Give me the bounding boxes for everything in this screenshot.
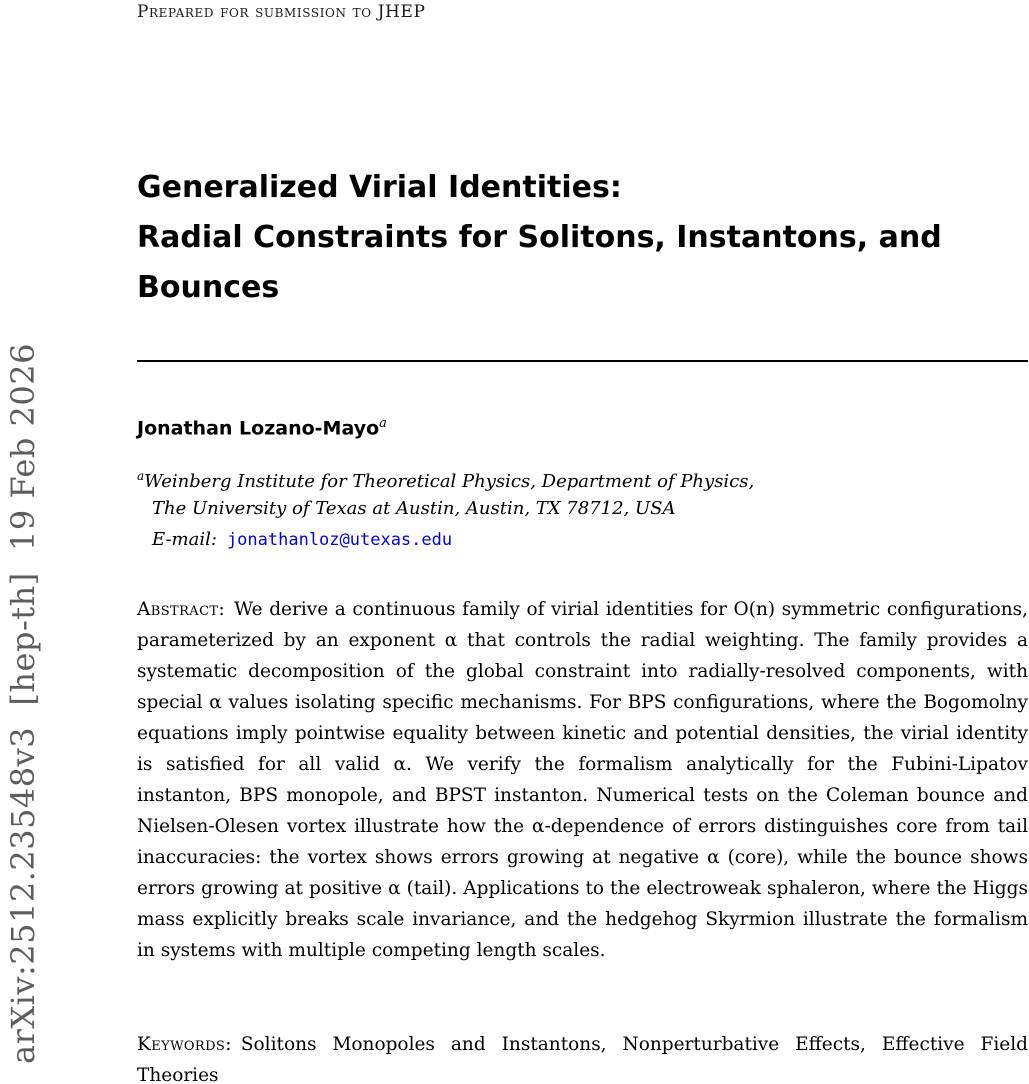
abstract-text: We derive a continuous family of virial identities for O(n) symmetric configurations, parameterized by an exponent α that controls the radial weighting. The family provides a systematic decomposition of the global constraint into radially-resolved components, with special α values isolating specific mechanisms. For BPS configurations, where the Bogomolny equations imply pointwise equality between kinetic and potential densities, the virial identity is satisfied for all valid α. We verify the formalism analytically for the Fubini-Lipatov instanton, BPS monopole, and BPST instanton. Numerical tests on the Coleman bounce and Nielsen-Olesen vortex illustrate how the α-dependence of errors distinguishes core from tail inaccuracies: the vortex shows errors growing at negative α (core), while the bounce shows errors growing at positive α (tail). Applications to the electroweak sphaleron, where the Higgs mass explicitly breaks scale invariance, and the hedgehog Skyrmion illustrate the formalism in systems with multiple competing length scales.	[137, 599, 1028, 961]
keywords	[137, 1029, 1028, 1084]
affiliation	[137, 463, 912, 522]
author-affiliation-superscript: a	[379, 416, 387, 431]
email-label: E-mail:	[152, 529, 217, 550]
keywords-label: Keywords:	[137, 1034, 232, 1055]
submission-note: Prepared for submission to JHEP	[137, 2, 426, 22]
title-line-2: Radial Constraints for Solitons, Instantons, and	[137, 220, 942, 255]
abstract-label: Abstract:	[137, 599, 226, 620]
abstract	[137, 594, 1028, 966]
paper-title	[137, 163, 1028, 313]
affiliation-line-1: Weinberg Institute for Theoretical Physics, Department of Physics,	[144, 471, 755, 492]
email-row	[152, 529, 452, 550]
title-line-1: Generalized Virial Identities:	[137, 170, 622, 205]
affiliation-line-2: The University of Texas at Austin, Austin, TX 78712, USA	[152, 498, 676, 519]
author-line	[137, 416, 387, 439]
keywords-text: Solitons Monopoles and Instantons, Nonperturbative Effects, Effective Field Theories	[137, 1034, 1028, 1084]
email-link[interactable]: jonathanloz@utexas.edu	[226, 530, 453, 550]
affiliation-superscript: a	[137, 469, 145, 483]
author-name: Jonathan Lozano-Mayo	[137, 417, 380, 440]
title-line-3: Bounces	[137, 270, 280, 305]
arxiv-watermark: arXiv:2512.23548v3 [hep-th] 19 Feb 2026	[4, 343, 42, 1064]
title-rule	[137, 360, 1028, 362]
